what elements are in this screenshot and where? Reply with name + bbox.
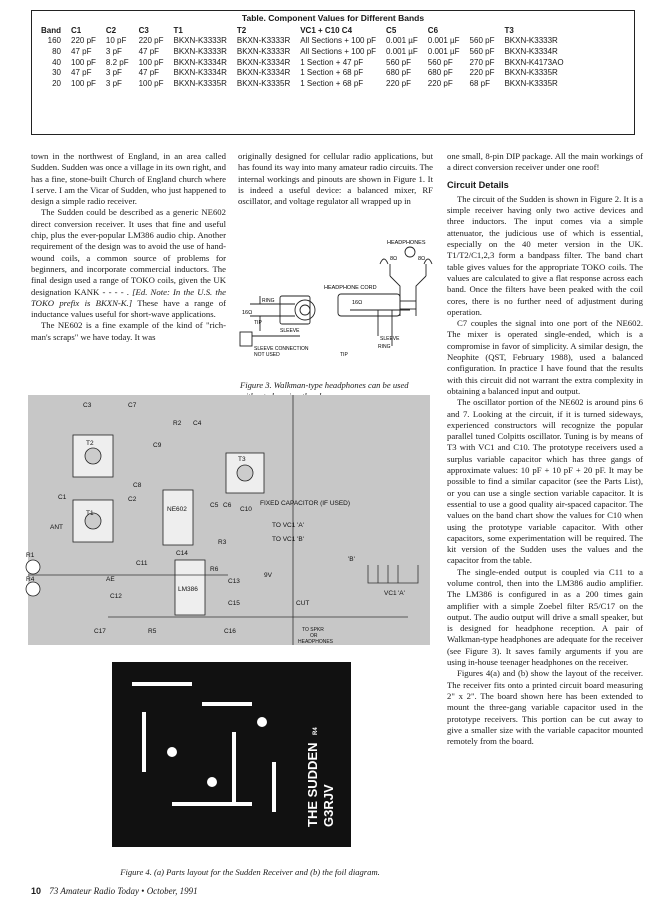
fig3-ohm-right: 8Ω [418, 256, 426, 262]
table-cell: 47 pF [71, 46, 92, 56]
label: C3 [83, 402, 92, 409]
figure-4-caption: Figure 4. (a) Parts layout for the Sudden Receiver and (b) the foil diagram. [120, 867, 380, 877]
table-cell: 0.001 µF [386, 46, 418, 56]
label: C5 [210, 502, 219, 509]
fig3-sleeve-conn: SLEEVE CONNECTION [254, 346, 309, 352]
figure-3-caption: Figure 3. Walkman-type headphones can be used [240, 380, 409, 390]
page-footer [31, 886, 198, 896]
table-cell: BKXN-K3333R [504, 36, 558, 45]
fig3-sleeve-label: SLEEVE [280, 328, 300, 334]
table-cell: 47 pF [138, 68, 160, 78]
foil-r4: R4 [313, 727, 319, 735]
paragraph: The circuit of the Sudden is shown in Figure 2. It is a simple receiver having only two active devices and three inductors. The input comes via a simple attenuator, the judicious use of which is essential, especially on the 40 meter version in the UK. T1/T2/C1,2,3 form a bandpass filter. The band chart table gives values for the appropriate TOKO coils. The values are calculated to give a flat response across each band. Once the filters have been peaked with the coil cores, there is no further need of adjustment during operation. [447, 193, 643, 317]
foil-title: THE SUDDEN [305, 742, 320, 827]
table-cell: 68 pF [469, 79, 491, 89]
label: T1 [86, 510, 94, 517]
table-cell: 680 pF [427, 68, 453, 78]
table-cell: 220 pF [138, 36, 164, 45]
article-column-2 [238, 151, 433, 207]
table-title: Table. Component Values for Different Bands [241, 13, 425, 23]
label: R2 [173, 420, 182, 427]
table-cell: 20 [52, 79, 61, 89]
section-heading: Circuit Details [447, 179, 509, 190]
label: T2 [86, 440, 94, 447]
table-cell: 1 Section + 47 pF [300, 57, 364, 67]
table-row [36, 36, 569, 47]
table-row [36, 68, 569, 79]
fig3-sleeve2: SLEEVE [380, 336, 400, 342]
table-cell: BKXN-K3333R [173, 46, 227, 56]
label: C8 [133, 482, 142, 489]
table-cell: 560 pF [427, 57, 453, 67]
label: FIXED CAPACITOR (IF USED) [260, 500, 351, 507]
table-cell: 10 pF [105, 36, 127, 45]
table-header-cell: C3 [138, 26, 149, 35]
label: AE [106, 576, 115, 583]
label: C11 [136, 560, 148, 567]
table-cell: BKXN-K3335R [236, 79, 291, 89]
table-cell: BKXN-K3335R [504, 68, 558, 78]
text: These have a range of inductance values useful for short-wave applications. [31, 297, 227, 320]
label: TO VC1 'A' [272, 522, 304, 529]
label: 9V [264, 572, 272, 579]
table-cell: BKXN-K3333R [173, 36, 227, 45]
fig3-cord-label: HEADPHONE CORD [324, 285, 377, 291]
table-cell: 220 pF [427, 79, 453, 89]
component-values-table [31, 10, 635, 135]
article-column-3 [447, 151, 643, 747]
label: C12 [110, 593, 122, 600]
table-header-cell: VC1 + C10 C4 [300, 26, 353, 35]
label: R6 [210, 566, 219, 573]
table-header-cell: C6 [427, 26, 439, 35]
label: C2 [128, 496, 137, 503]
label: R4 [26, 576, 35, 583]
table-cell: 220 pF [386, 79, 411, 89]
table-cell: 47 pF [71, 68, 92, 78]
paragraph: Figures 4(a) and (b) show the layout of the receiver. The receiver fits onto a printed circuit board measuring 2" x 2". The board shown here has been extended to mount the three-gang variable capacitor used in the prototype receivers. This portion can be cut away to give a smaller size with the variable capacitor mounted remotely from the board. [447, 668, 643, 747]
table-row [36, 79, 569, 90]
table-cell: BKXN-K3335R [504, 79, 558, 89]
fig3-headphones-label: HEADPHONES [387, 240, 426, 246]
table-cell: 8.2 pF [105, 57, 129, 67]
label: C15 [228, 600, 240, 607]
label: C4 [193, 420, 202, 427]
table-header-cell: C2 [105, 26, 117, 35]
label: C13 [228, 578, 240, 585]
label: C17 [94, 628, 106, 635]
paragraph: The NE602 is a fine example of the kind of "rich-man's scraps" we have today. It was [31, 320, 226, 342]
fig3-ring-label: RING [262, 298, 275, 304]
separator: • [141, 886, 145, 896]
label: C14 [176, 550, 188, 557]
label: ANT [50, 524, 63, 531]
table-cell: 220 pF [469, 68, 495, 78]
table-cell: All Sections + 100 pF [300, 36, 377, 45]
table-cell: 100 pF [71, 57, 96, 67]
page-number: 10 [31, 886, 42, 896]
label: C10 [240, 506, 252, 513]
fig3-ohm-left: 8Ω [390, 256, 398, 262]
label: C7 [128, 402, 137, 409]
table-cell: 160 [47, 36, 61, 45]
table-cell: BKXN-K3334R [504, 46, 558, 56]
table-cell: BKXN-K3333R [236, 46, 291, 56]
label: C9 [153, 442, 162, 449]
label: LM386 [178, 586, 198, 593]
article-column-1 [31, 151, 226, 343]
paragraph: The oscillator portion of the NE602 is around pins 6 and 7. Looking at the circuit, if it is turned sideways, experienced constructors will recognize the popular parallel tuned Colpitts oscillator. Tuning is by means of T3 with VC1 and C10. The prototype receivers used a surplus variable capacitor which has three gangs of approximate values: 10 pF + 10 pF + 20 pF. It may be possible to find a similar capacitor (see the Parts List), or you can use a single section variable capacitor. It is essential to use a good quality air-spaced capacitor. The values on the band chart show the values for C10 when using the prototype variable capacitor. With other capacitors, some experimentation will be required. The kit version of the Sudden uses the values and the capacitor from the table. [447, 397, 643, 566]
fig3-tip2: TIP [340, 352, 348, 358]
table-cell: 80 [52, 46, 61, 56]
label: TO SPKR [302, 627, 324, 633]
paragraph: The single-ended output is coupled via C11 to a volume control, then into the LM386 audio amplifier. The LM386 is configured in as a 200 times gain amplifier with a simple Zoebel filter R5/C17 on the output. The audio output will drive a small speaker, but is designed for headphone reception. A pair of Walkman-type headphones are adequate for the receiver (see Figure 3). It saves family arguments if you are using in-house teenager headphones on the receiver. [447, 566, 643, 668]
paragraph: C7 couples the signal into one port of the NE602. The mixer is operated single-ended, which is a compromise in favor of simplicity. A similar design, the Neophite (QST, February 1988), used a balanced configuration. In practice I have found that the results with this circuit did not warrant the extra complexity in obtaining a balanced input and output. [447, 318, 643, 396]
fig3-16ohm-b: 16Ω [242, 310, 253, 316]
table-header-cell: T2 [236, 26, 247, 35]
table-cell: 560 pF [469, 36, 495, 45]
table-cell: 0.001 µF [386, 36, 418, 45]
issue-date: October, 1991 [146, 886, 198, 896]
label: R3 [218, 539, 227, 546]
table-header-cell: C5 [386, 26, 397, 35]
table-cell: 100 pF [138, 57, 164, 67]
label: 'B' [348, 556, 355, 563]
foil-callsign: G3RJV [321, 784, 336, 827]
figure-4a-parts-layout [28, 395, 430, 645]
text: The Sudden could be described as a generic NE602 direct conversion receiver. It uses that fine and useful chip, plus the ever-popular LM386 audio chip. Another requirement of the design was to avoid the use of hand-wound coils, a common source of problems for beginners, and incorporate commercial inductors. The final design used a range of TOKO coils, given the UK designation KANK - - - - . [31, 207, 226, 297]
table-cell: BKXN-K3334R [236, 57, 291, 67]
table-cell: 560 pF [469, 46, 495, 56]
table-cell: 3 pF [105, 79, 122, 89]
magazine-name: 73 Amateur Radio Today [49, 886, 140, 896]
table-cell: 680 pF [386, 68, 411, 78]
figure-3-headphone-diagram [240, 236, 435, 376]
table-cell: 3 pF [105, 46, 122, 56]
editor-note: [Ed. Note: In the U.S. the TOKO prefix is BKXN-K.] [31, 286, 226, 308]
table-cell: All Sections + 100 pF [300, 46, 377, 56]
fig3-not-used: NOT USED [254, 352, 280, 358]
label: CUT [296, 600, 310, 607]
table-header-cell: T3 [504, 26, 514, 35]
label: OR [310, 633, 318, 639]
fig3-16ohm-a: 16Ω [352, 300, 363, 306]
table-header-cell: C1 [71, 26, 82, 35]
table-cell: 220 pF [71, 36, 96, 45]
label: VC1 [384, 590, 397, 597]
table-header-cell [465, 26, 500, 36]
table-cell: 560 pF [386, 57, 411, 67]
table-cell: BKXN-K3335R [173, 79, 227, 89]
table-cell: 47 pF [138, 46, 160, 56]
figure-4b-foil-diagram [112, 662, 351, 847]
table-cell: BKXN-K3334R [236, 68, 291, 78]
label: R1 [26, 552, 35, 559]
table-cell: 0.001 µF [427, 46, 460, 56]
label: C16 [224, 628, 236, 635]
label: TO VC1 'B' [272, 536, 304, 543]
table-cell: 1 Section + 68 pF [300, 79, 364, 89]
table-cell: 100 pF [138, 79, 164, 89]
paragraph: one small, 8-pin DIP package. All the main workings of a direct conversion receiver under one roof! [447, 151, 643, 173]
component-table [36, 26, 569, 90]
table-cell: BKXN-K3334R [173, 57, 227, 67]
table-cell: BKXN-K3334R [173, 68, 227, 78]
table-cell: 0.001 µF [427, 36, 460, 45]
table-cell: 270 pF [469, 57, 495, 67]
table-header-row [36, 26, 569, 36]
table-cell: 3 pF [105, 68, 122, 78]
label: T3 [238, 456, 246, 463]
table-cell: 100 pF [71, 79, 96, 89]
table-header-cell: Band [41, 26, 61, 35]
label: NE602 [167, 506, 187, 513]
label: 'A' [398, 590, 405, 597]
table-cell: 1 Section + 68 pF [300, 68, 364, 78]
table-cell: BKXN-K3333R [236, 36, 291, 45]
table-row [36, 58, 569, 69]
table-cell: 30 [52, 68, 61, 78]
table-header-cell: T1 [173, 26, 183, 35]
table-cell: 40 [52, 57, 61, 67]
paragraph [31, 207, 226, 320]
label: C1 [58, 494, 67, 501]
table-row [36, 47, 569, 58]
paragraph: originally designed for cellular radio applications, but has found its way into many amateur radio circuits. The internal workings and pinouts are shown in Figure 1. It is indeed a useful device: a balanced mixer, RF oscillator, and voltage regulator all wrapped up in [238, 151, 433, 207]
fig3-ring2: RING [378, 344, 391, 350]
paragraph: town in the northwest of England, in an area called Sudden. Sudden was once a village in its own right, and has a fine, stone-built Church of England church where I serve. I am the Vicar of Sudden, who just happened to design a simple radio receiver. [31, 151, 226, 207]
fig3-tip-label: TIP [254, 320, 262, 326]
label: R5 [148, 628, 157, 635]
table-cell: BKXN-K4173AO [504, 57, 564, 67]
table-body [36, 36, 569, 90]
label: C6 [223, 502, 232, 509]
label: HEADPHONES [298, 639, 334, 645]
